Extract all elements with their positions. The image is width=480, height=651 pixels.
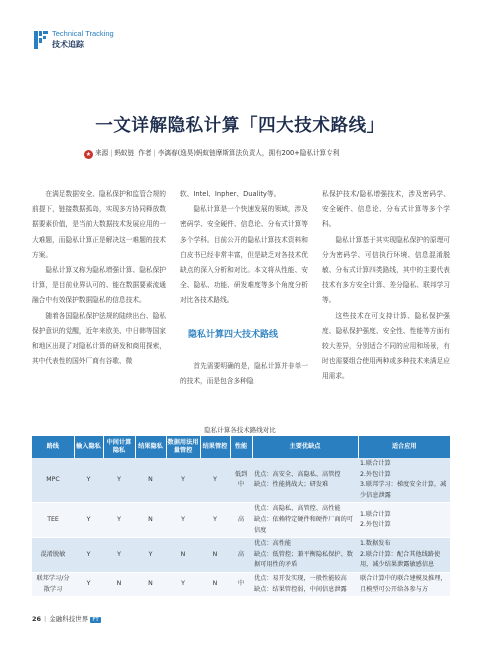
- header-cell: 结果隐私: [135, 436, 166, 458]
- header-cell: 主要优缺点: [252, 436, 358, 458]
- table-cell: Y: [74, 538, 103, 573]
- header-cell: 性能: [230, 436, 252, 458]
- table-cell: N: [103, 572, 135, 596]
- table-cell: 联邦学习/分散学习: [32, 572, 74, 596]
- header-cell: 路线: [32, 436, 74, 458]
- paragraph: 随着各国隐私保护法规的陆续出台、隐私保护意识的觉醒，近年来欧美、中日韩等国家和地区出现了对隐私计算的研发和商用探索，其中代表性的国外厂商有谷歌、微: [32, 311, 166, 366]
- paragraph-continuation: 软、Intel、Inpher、Duality等。: [180, 190, 281, 198]
- table-row: [32, 538, 450, 573]
- comparison-table: [32, 436, 450, 597]
- table-cell: Y: [74, 503, 103, 538]
- paragraph: 隐私计算又称为隐私增强计算、隐私保护计算，是目前业界认可的、能在数据要素流通融合中有效保护数据隐私的信息技术。: [32, 266, 166, 305]
- table-cell: Y: [166, 458, 200, 503]
- table-cell: Y: [103, 538, 135, 573]
- table-row: [32, 503, 450, 538]
- paragraph: 在满足数据安全、隐私保护和监管合规的前提下，链接数据孤岛，实现多方协同释放数据要素价值，是当前大数据技术发展应用的一大难题，而隐私计算正是解决这一难题的技术方案。: [32, 190, 166, 259]
- paragraph: 这些技术在可支持计算、隐私保护强度、隐私保护强度、安全性、性能等方面有较大差异，分别适合不同的应用和场景，有时也需要组合使用两种或多种技术来满足应用需求。: [322, 311, 450, 381]
- table-caption: 隐私计算各技术路线对比: [204, 426, 276, 434]
- table-cell: MPC: [32, 458, 74, 503]
- author-label: 作者: [138, 149, 152, 157]
- table-cell: 优点：高安全、高隐私、高管控 缺点：性能挑战大；研发难: [252, 458, 358, 503]
- table-cell: N: [200, 572, 230, 596]
- byline: ★ 来源 | 蚂蚁链 作者 | 李漓春(逸昊)蚂蚁链摩斯算法负责人，拥有200+隐私计算专利: [85, 149, 340, 158]
- table-cell: Y: [200, 458, 230, 503]
- star-icon: ★: [85, 151, 92, 158]
- table-cell: N: [135, 458, 166, 503]
- table-cell: 联合计算中的联合建模及推理，且模型可公开给各参与方: [358, 572, 450, 596]
- paragraph-continuation: 私保护技术/隐私增强技术，涉及密码学、安全硬件、信息论、分布式计算等多个学科。: [322, 190, 450, 229]
- table-row: [32, 458, 450, 503]
- page-number: 26: [32, 615, 42, 623]
- table-cell: 优点：高性能 缺点：低管控；兼平衡隐私保护、数据可用性的矛盾: [252, 538, 358, 573]
- table-cell: 优点：高隐私、高管控、高性能 缺点：依赖特定硬件和硬件厂商的可信度: [252, 503, 358, 538]
- header-cell: 数据用法用量管控: [166, 436, 200, 458]
- header-cell: 结果管控: [200, 436, 230, 458]
- table-cell: TEE: [32, 503, 74, 538]
- table-cell: Y: [103, 458, 135, 503]
- body-column-1: [32, 187, 166, 369]
- table-cell: Y: [103, 503, 135, 538]
- table-cell: 低到中: [230, 458, 252, 503]
- table-cell: Y: [200, 503, 230, 538]
- section-tag-english: Technical Tracking: [52, 29, 114, 38]
- source-label: 来源: [95, 149, 109, 157]
- section-logo-icon: [34, 31, 48, 49]
- article-title: 一文详解隐私计算「四大技术路线」: [95, 116, 385, 136]
- page-footer: 26 | 金融科技世界 FT: [32, 615, 99, 623]
- section-tag: [34, 29, 154, 55]
- table-cell: 优点：易开发实现，一般性能较高 缺点：结果管控弱，中间信息泄露: [252, 572, 358, 596]
- table-cell: N: [135, 503, 166, 538]
- table-cell: 1.数据发布 2.联合计算：配合其他线路使用，减少结果泄露敏感信息: [358, 538, 450, 573]
- table-cell: N: [135, 572, 166, 596]
- table-cell: N: [166, 538, 200, 573]
- table-cell: 高: [230, 503, 252, 538]
- table-cell: 中: [230, 572, 252, 596]
- table-cell: Y: [74, 458, 103, 503]
- magazine-badge: FT: [92, 617, 99, 623]
- section-subheading: 隐私计算四大技术路线: [188, 329, 279, 340]
- table-cell: Y: [166, 572, 200, 596]
- paragraph: 隐私计算是一个快速发展的领域，涉及密码学、安全硬件、信息论、分布式计算等多个学科。目前公开的隐私计算技术资料和白皮书已经非常丰富，但是缺乏对各技术优缺点的深入分析和对比。本文将从性能、安全、隐私、功能、研发难度等多个角度分析对比各技术路线。: [180, 205, 308, 305]
- table-cell: 混淆脱敏: [32, 538, 74, 573]
- header-cell: 输入隐私: [74, 436, 103, 458]
- section-tag-chinese: 技术追踪: [52, 40, 84, 49]
- table-cell: Y: [74, 572, 103, 596]
- table-cell: N: [200, 538, 230, 573]
- table-cell: 1.联合计算 2.外包计算 3.联邦学习：梯度安全计算，减少信息泄露: [358, 458, 450, 503]
- header-cell: 适合应用: [358, 436, 450, 458]
- paragraph: 隐私计算基于其实现隐私保护的原理可分为密码学、可信执行环境、信息混淆脱敏、分布式计算四类路线，其中的主要代表技术有多方安全计算、差分隐私、联邦学习等。: [322, 235, 450, 305]
- table-header-row: [32, 436, 450, 458]
- paragraph: 首先需要明确的是，隐私计算并非单一的技术，而是包含多种隐: [180, 361, 308, 385]
- body-column-2: [180, 187, 308, 389]
- header-cell: 中间计算隐私: [103, 436, 135, 458]
- table-row: [32, 572, 450, 596]
- table-cell: 1.联合计算 2.外包计算: [358, 503, 450, 538]
- table-cell: 高: [230, 538, 252, 573]
- body-column-3: [322, 187, 450, 385]
- source-name: 蚂蚁链: [114, 149, 135, 157]
- table-cell: Y: [166, 503, 200, 538]
- magazine-name: 金融科技世界: [49, 615, 89, 623]
- table-cell: Y: [135, 538, 166, 573]
- author-name: 李漓春(逸昊)蚂蚁链摩斯算法负责人，拥有200+隐私计算专利: [157, 149, 340, 157]
